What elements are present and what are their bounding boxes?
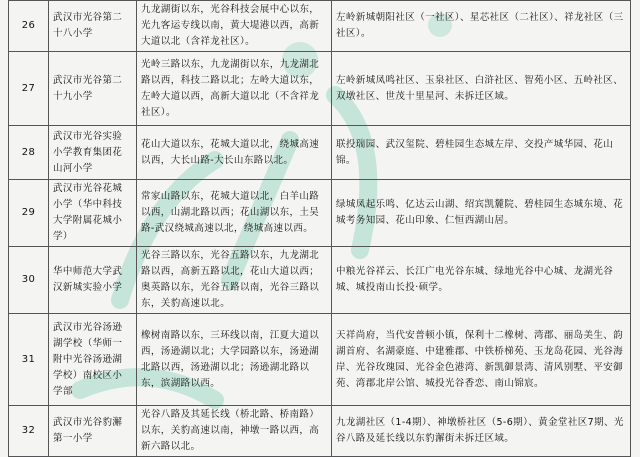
residential-areas: 联投瑞园、武汉玺院、碧桂园生态城左岸、交投产城华园、花山锦。 (332, 126, 631, 180)
school-district-table (8, 0, 631, 457)
residential-areas: 中粮光谷祥云、长江广电光谷东城、绿地光谷中心城、龙湖光谷城、城投南山长投·硕学。 (332, 247, 631, 314)
school-name: 华中师范大学武汉新城实验小学 (49, 247, 137, 314)
school-name: 武汉市光谷实验小学教育集团花山河小学 (49, 126, 137, 180)
table-row (9, 1, 631, 52)
school-name: 武汉市光谷第二十八小学 (49, 1, 137, 52)
school-name: 武汉市光谷第二十九小学 (49, 52, 137, 126)
table-row (9, 247, 631, 314)
row-number: 26 (9, 1, 49, 52)
row-number: 29 (9, 180, 49, 247)
residential-areas: 天祥尚府，当代安普顿小镇，保利十二橡树、湾郡、丽岛美生、韵湖首府、名湖豪庭、中建雅郡、中铁桥梯苑、玉龙岛花园、光谷海岸、光谷玫瑰园、光谷金色港湾、新凯御景湾、清风别墅、平安御苑、湾郡北岸公馆、城投光谷香恋、南山锦宸。 (332, 314, 631, 406)
school-name: 武汉市光谷花城小学（华中科技大学附属花城小学） (49, 180, 137, 247)
school-name: 武汉市光谷豹澥第一小学 (49, 406, 137, 457)
boundary-description: 光岭三路以东，九龙湖街以东，九龙湖北路以西，科技二路以北；左岭大道以东，左岭大道以西，高新大道以北（不含祥龙社区）。 (137, 52, 332, 126)
school-name: 武汉市光谷汤逊湖学校（华师一附中光谷汤逊湖学校）南校区小学部 (49, 314, 137, 406)
table-row (9, 406, 631, 457)
boundary-description: 光谷三路以东，光谷五路以东，九龙湖北路以西，高新五路以北，花山大道以西；奥英路以东，光谷五路以南，光谷三路以东，关豹高速以北。 (137, 247, 332, 314)
table-row (9, 52, 631, 126)
boundary-description: 橡树南路以东，三环线以南，江夏大道以西，汤逊湖以北；大学园路以东，汤逊湖北路以西，汤逊湖以北；汤逊湖北路以东，滨湖路以西。 (137, 314, 332, 406)
row-number: 31 (9, 314, 49, 406)
boundary-description: 光谷八路及其延长线（桥北路、桥南路）以东，关豹高速以南，神墩一路以西，高新六路以北。 (137, 406, 332, 457)
residential-areas: 九龙湖社区（1-4期）、神墩桥社区（5-6期）、黄金堂社区7期、光谷八路及延长线以东豹澥街未拆迁区域。 (332, 406, 631, 457)
boundary-description: 花山大道以东，花城大道以北，绕城高速以西，大长山路-大长山东路以北。 (137, 126, 332, 180)
residential-areas: 左岭新城朝阳社区（一社区）、星芯社区（二社区）、祥龙社区（三社区）。 (332, 1, 631, 52)
table-row (9, 180, 631, 247)
residential-areas: 左岭新城凤鸣社区、玉泉社区、白浒社区、智苑小区、五岭社区、双墩社区、世茂十里星河、未拆迁区域。 (332, 52, 631, 126)
boundary-description: 常家山路以东，花城大道以北，白羊山路以西，山湖北路以西；花山湖以东，土吴路-武汉绕城高速以北，绕城高速以西。 (137, 180, 332, 247)
table-row (9, 126, 631, 180)
boundary-description: 九龙湖街以东，光谷科技会展中心以东，光九客运专线以南，黄大堤港以西，高新大道以北（含祥龙社区）。 (137, 1, 332, 52)
residential-areas: 绿城凤起乐鸣、亿达云山湖、绍宾凯麓院、碧桂园生态城东境、花城考务知园、花山印象、仁恒西湖山居。 (332, 180, 631, 247)
table-row (9, 314, 631, 406)
row-number: 28 (9, 126, 49, 180)
row-number: 27 (9, 52, 49, 126)
row-number: 32 (9, 406, 49, 457)
row-number: 30 (9, 247, 49, 314)
